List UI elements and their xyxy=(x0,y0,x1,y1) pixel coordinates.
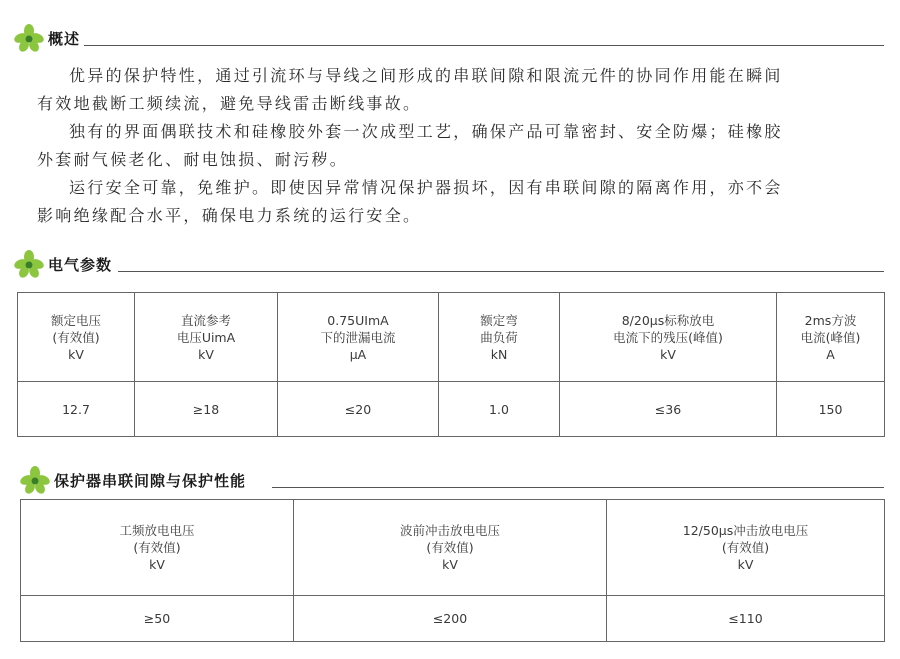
paragraph-2: 独有的界面偶联技术和硅橡胶外套一次成型工艺，确保产品可靠密封、安全防爆；硅橡胶 xyxy=(69,122,783,141)
gap-header xyxy=(20,464,884,494)
gap-title: 保护器串联间隙与保护性能 xyxy=(54,472,247,490)
value-cell: ≤20 xyxy=(278,382,439,437)
value-cell: 12.7 xyxy=(18,382,135,437)
table-row xyxy=(18,382,885,437)
header-cell: 12/50μs冲击放电电压 (有效值) kV xyxy=(607,500,885,596)
paragraph-1: 优异的保护特性，通过引流环与导线之间形成的串联间隙和限流元件的协同作用能在瞬间 xyxy=(69,66,783,85)
overview-header xyxy=(14,22,884,52)
value-cell: ≤200 xyxy=(294,596,607,642)
value-cell: 150 xyxy=(777,382,885,437)
header-cell: 额定弯 曲负荷 kN xyxy=(439,293,560,382)
leaf-star-icon xyxy=(14,250,44,278)
paragraph-3: 运行安全可靠，免维护。即使因异常情况保护器损坏，因有串联间隙的隔离作用，亦不会 xyxy=(69,178,783,197)
header-cell: 直流参考 电压UimA kV xyxy=(135,293,278,382)
header-cell: 波前冲击放电电压 (有效值) kV xyxy=(294,500,607,596)
header-cell: 2ms方波 电流(峰值) A xyxy=(777,293,885,382)
electrical-title: 电气参数 xyxy=(48,256,113,274)
header-cell: 8/20μs标称放电 电流下的残压(峰值) kV xyxy=(560,293,777,382)
value-cell: ≤110 xyxy=(607,596,885,642)
electrical-params-table xyxy=(17,292,885,437)
section-divider xyxy=(118,271,884,272)
overview-title: 概述 xyxy=(48,30,81,48)
value-cell: ≤36 xyxy=(560,382,777,437)
section-divider xyxy=(84,45,884,46)
header-cell: 工频放电电压 (有效值) kV xyxy=(21,500,294,596)
value-cell: ≥18 xyxy=(135,382,278,437)
value-cell: ≥50 xyxy=(21,596,294,642)
table-row xyxy=(21,596,885,642)
gap-performance-table xyxy=(20,499,885,642)
header-cell: 0.75UImA 下的泄漏电流 μA xyxy=(278,293,439,382)
table-header-row xyxy=(18,293,885,382)
overview-text: 优异的保护特性，通过引流环与导线之间形成的串联间隙和限流元件的协同作用能在瞬间 有效地截断工频续流，避免导线雷击断线事故。 独有的界面偶联技术和硅橡胶外套一次成型工艺，确保产品可靠密封、安全防爆；硅橡胶 外套耐气候老化、耐电蚀损、耐污秽。 运行安全可靠，免维护。即使因异常情况保护器损坏，因有串联间隙的隔离作用，亦不会 影响绝缘配合水平，确保电力系统的运行安全。 xyxy=(37,62,877,230)
electrical-header xyxy=(14,248,884,278)
header-cell: 额定电压 (有效值) kV xyxy=(18,293,135,382)
leaf-star-icon xyxy=(20,466,50,494)
section-divider xyxy=(272,487,884,488)
table-header-row xyxy=(21,500,885,596)
value-cell: 1.0 xyxy=(439,382,560,437)
leaf-star-icon xyxy=(14,24,44,52)
